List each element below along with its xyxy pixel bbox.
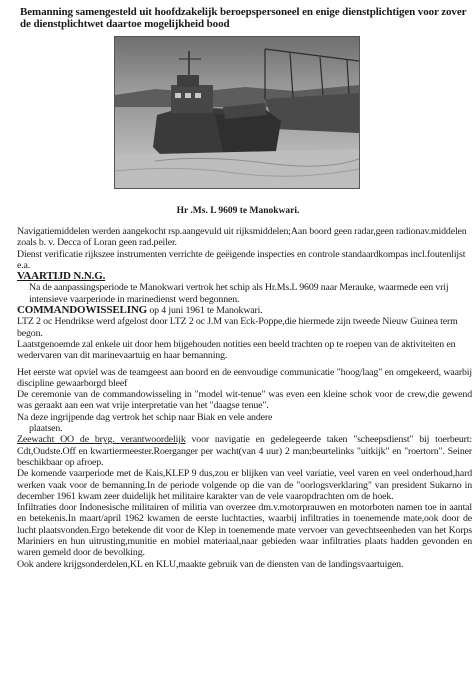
landing-craft-photo-illustration [115,37,359,188]
paragraph-komende-vaarperiode: De komende vaarperiode met de Kais,KLEP 9 dus,zou er blijken van veel variatie, veel varen en veel onderhoud,hard werken vaak voor de bemanning.In de periode volgende op die van de "oorlogsverklaring" van president Sukarno in december 1961 kwam zeer duidelijk het militaire karakter van de vele vaaropdrachten om de hoek. [17,468,472,502]
ship-photo [114,36,360,189]
photo-caption: Hr .Ms. L 9609 te Manokwari. [176,206,300,216]
section-heading-vaartijd: VAARTIJD N.N.G. [17,270,106,283]
paragraph-infiltraties: Infiltraties door Indonesische militairen of militia van overzee dm.v.motorprauwen en motorboten namen toe in aantal en betekenis.In maart/april 1962 kwamen de eerste luchtacties, waarbij infiltraties in toenemende mate,ook door de lucht plaatsvonden.Ergo betekende dit voor de Klep in toenemende mate vervoer van gevechtseenheden van het Korps Mariniers en hun uitrusting,munitie en mobiel materiaal,naar gebieden waar infiltraties plaats hadden gevonden en waren gemeld door de bevolking. [17,502,472,559]
commandowisseling-date: op 4 juni 1961 te Manokwari. [147,305,263,317]
commandowisseling-line [17,305,472,316]
paragraph-verification: Dienst verificatie rijkszee instrumenten verrichte de geëigende inspecties en controle standaardkompas incl.foutenlijst e.a. [17,248,466,271]
paragraph-zeewacht [17,434,472,468]
zeewacht-underlined: Zeewacht OO de bryg. verantwoordelijk [17,434,186,446]
paragraph-ltz: LTZ 2 oc Hendrikse werd afgelost door LTZ 2 oc J.M van Eck-Poppe,die hiermede zijn tweede Nieuw Guinea term begon. [17,316,458,339]
paragraph-ook-andere: Ook andere krijgsonderdelen,KL en KLU,maakte gebruik van de diensten van de landingsvaartuigen. [17,558,404,570]
document-body [17,226,472,570]
document-heading: Bemanning samengesteld uit hoofdzakelijk beroepspersoneel en enige dienstplichtigen voor zover de dienstplichtwet daartoe mogelijkheid bood [20,6,467,30]
paragraph-ceremonie: De ceremonie van de commandowisseling in "model wit-tenue" was even een kleine schok voor de crew,die gewend was geraakt aan een wat vrije interpretatie van het "daagse tenue". [17,389,472,412]
paragraph-laatstgenoemde: Laatstgenoemde zal enkele uit door hem bijgehouden notities een beeld trachten op te roepen van de aktiviteiten en wedervaren van dit marinevaartuig en haar bemanning. [17,338,456,362]
paragraph-deze-dag: Na deze ingrijpende dag vertrok het schip naar Biak en vele andere [17,411,273,423]
paragraph-eerste: Het eerste wat opviel was de teamgeest aan boord en de eenvoudige communicatie "hoog/laag" en omgekeerd, waarbij discipline gewaarborgd bleef [17,366,472,389]
paragraph-navigation: Navigatiemiddelen werden aangekocht rsp.aangevuld uit rijksmiddelen;Aan boord geen radar,geen radionav.middelen zoals b. v. Decca of Loran geen rad.peiler. [17,226,467,249]
zeewacht-text: voor navigatie en gedelegeerde taken "scheepsdienst" bij toerbeurt: Cdt,Oudste.Off en kwartiermeester.Roerganger per wacht(van 4 uur) 2 man;beurtelinks "uitkijk" en "roertorn". Seiner beschikbaar op afroep. [17,434,472,468]
paragraph-plaatsen: plaatsen. [29,423,63,435]
section-heading-commandowisseling: COMMANDOWISSELING [17,304,148,317]
paragraph-aanpassing: Na de aanpassingsperiode te Manokwari vertrok het schip als Hr.Ms.L 9609 naar Merauke, waarmede een vrij intensieve vaarperiode in marinedienst werd begonnen. [29,282,449,305]
